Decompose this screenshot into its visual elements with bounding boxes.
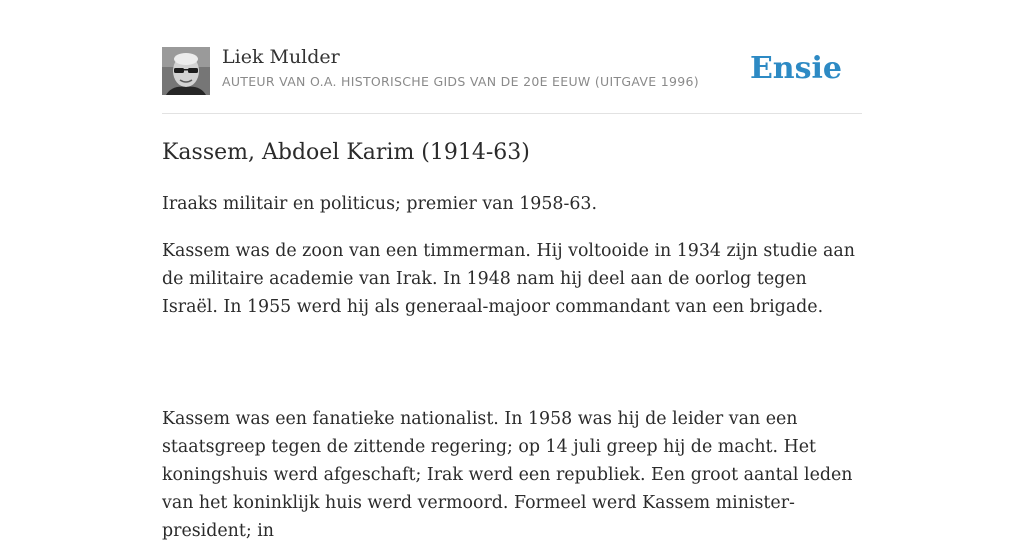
author-description: AUTEUR VAN O.A. HISTORISCHE GIDS VAN DE 20E EEUW (UITGAVE 1996) [222, 74, 699, 89]
ensie-logo[interactable]: Ensie [749, 51, 842, 86]
article-title: Kassem, Abdoel Karim (1914-63) [162, 140, 530, 165]
article-paragraph-1: Iraaks militair en politicus; premier van 1958-63. [162, 194, 598, 214]
article-paragraph-2: Kassem was de zoon van een timmerman. Hij voltooide in 1934 zijn studie aan de militaire academie van Irak. In 1948 nam hij deel aan de oorlog tegen Israël. In 1955 werd hij als generaal-majoor commandant van een brigade. [162, 241, 855, 317]
author-name[interactable]: Liek Mulder [222, 46, 340, 68]
avatar-photo [162, 47, 210, 95]
article-paragraph-3: Kassem was een fanatieke nationalist. In 1958 was hij de leider van een staatsgreep tegen de zittende regering; op 14 juli greep hij de macht. Het koningshuis werd afgeschaft; Irak werd een republiek. Een groot aantal leden van het koninklijk huis werd vermoord. Formeel werd Kassem minister-president; in [162, 409, 853, 541]
author-avatar[interactable] [162, 47, 210, 95]
article-container [162, 0, 862, 541]
author-header [162, 0, 862, 114]
